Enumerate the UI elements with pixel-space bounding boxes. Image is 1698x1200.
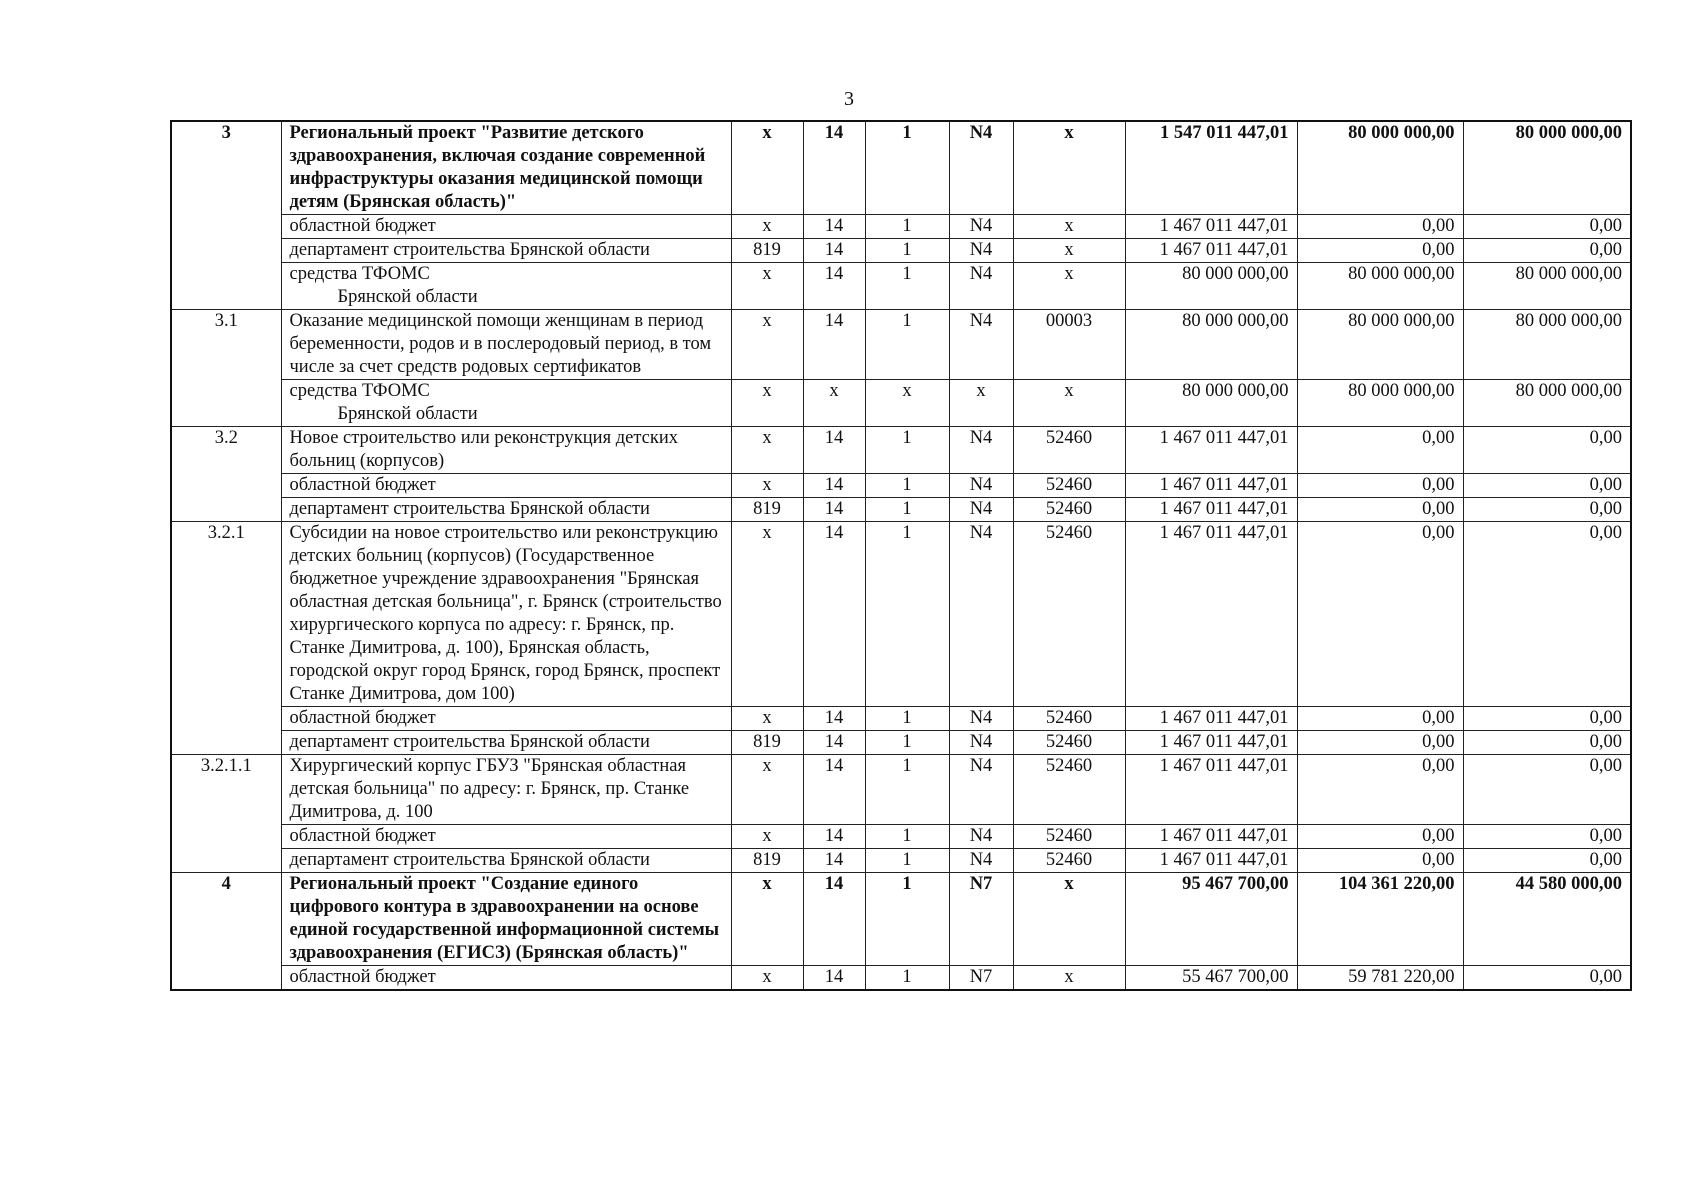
section-code-cell: 14: [803, 849, 865, 873]
expense-direction-cell: 52460: [1013, 498, 1125, 522]
amount-year3-cell: 80 000 000,00: [1463, 121, 1631, 215]
amount-year3-cell: 80 000 000,00: [1463, 380, 1631, 427]
row-name-text: областной бюджет: [289, 826, 436, 846]
amount-year1-cell: 1 467 011 447,01: [1125, 427, 1297, 474]
amount-year1-cell: 1 467 011 447,01: [1125, 707, 1297, 731]
expense-direction-cell: 52460: [1013, 755, 1125, 825]
amount-year2-cell: 0,00: [1297, 755, 1463, 825]
amount-year3-cell: 0,00: [1463, 755, 1631, 825]
table-body: [171, 121, 1631, 990]
target-article-cell: N7: [949, 873, 1013, 966]
row-name-cell: [281, 522, 731, 707]
row-name-text: средства ТФОМС: [289, 264, 430, 284]
amount-year3-cell: 0,00: [1463, 707, 1631, 731]
table-row: [171, 825, 1631, 849]
amount-year1-cell: 1 467 011 447,01: [1125, 849, 1297, 873]
amount-year3-cell: 0,00: [1463, 966, 1631, 991]
amount-year1-cell: 1 467 011 447,01: [1125, 522, 1297, 707]
amount-year1-cell: 1 467 011 447,01: [1125, 498, 1297, 522]
table-row: [171, 239, 1631, 263]
amount-year3-cell: 0,00: [1463, 474, 1631, 498]
row-name-text: Региональный проект "Создание единого цифрового контура в здравоохранении на основе единой государственной информационной системы здравоохранения (ЕГИСЗ) (Брянская область)": [289, 874, 720, 963]
subsection-code-cell: 1: [865, 427, 949, 474]
target-article-cell: N4: [949, 215, 1013, 239]
row-name-cell: [281, 310, 731, 380]
table-row: [171, 121, 1631, 215]
row-name-continuation: Брянской области: [337, 404, 478, 424]
ministry-code-cell: 819: [731, 731, 803, 755]
subsection-code-cell: 1: [865, 522, 949, 707]
target-article-cell: N4: [949, 825, 1013, 849]
section-code-cell: 14: [803, 474, 865, 498]
target-article-cell: N4: [949, 310, 1013, 380]
subsection-code-cell: 1: [865, 966, 949, 991]
target-article-cell: N4: [949, 263, 1013, 310]
amount-year1-cell: 1 467 011 447,01: [1125, 474, 1297, 498]
subsection-code-cell: 1: [865, 498, 949, 522]
row-name-cell: [281, 263, 731, 310]
table-row: [171, 263, 1631, 310]
subsection-code-cell: 1: [865, 755, 949, 825]
subsection-code-cell: 1: [865, 731, 949, 755]
amount-year2-cell: 0,00: [1297, 498, 1463, 522]
amount-year3-cell: 0,00: [1463, 498, 1631, 522]
expense-direction-cell: 52460: [1013, 427, 1125, 474]
ministry-code-cell: 819: [731, 498, 803, 522]
ministry-code-cell: х: [731, 427, 803, 474]
amount-year3-cell: 80 000 000,00: [1463, 263, 1631, 310]
row-name-text: областной бюджет: [289, 708, 436, 728]
row-name-text: департамент строительства Брянской области: [289, 732, 650, 752]
subsection-code-cell: 1: [865, 825, 949, 849]
amount-year2-cell: 0,00: [1297, 215, 1463, 239]
row-number-cell: 4: [171, 873, 281, 991]
amount-year2-cell: 80 000 000,00: [1297, 310, 1463, 380]
ministry-code-cell: х: [731, 707, 803, 731]
amount-year3-cell: 44 580 000,00: [1463, 873, 1631, 966]
target-article-cell: N4: [949, 498, 1013, 522]
amount-year2-cell: 80 000 000,00: [1297, 380, 1463, 427]
table-row: [171, 966, 1631, 991]
row-number-cell: 3.2.1: [171, 522, 281, 755]
target-article-cell: N4: [949, 731, 1013, 755]
subsection-code-cell: 1: [865, 239, 949, 263]
target-article-cell: N4: [949, 755, 1013, 825]
amount-year1-cell: 1 467 011 447,01: [1125, 215, 1297, 239]
table-row: [171, 707, 1631, 731]
row-name-text: Региональный проект "Развитие детского здравоохранения, включая создание современной инфраструктуры оказания медицинской помощи детям (Брянская область)": [289, 123, 706, 212]
row-name-cell: [281, 498, 731, 522]
ministry-code-cell: х: [731, 873, 803, 966]
row-number-cell: 3.2: [171, 427, 281, 522]
row-name-cell: [281, 121, 731, 215]
row-number-cell: 3: [171, 121, 281, 310]
section-code-cell: 14: [803, 310, 865, 380]
amount-year3-cell: 0,00: [1463, 825, 1631, 849]
section-code-cell: 14: [803, 522, 865, 707]
amount-year1-cell: 1 467 011 447,01: [1125, 755, 1297, 825]
section-code-cell: х: [803, 380, 865, 427]
expense-direction-cell: х: [1013, 873, 1125, 966]
target-article-cell: N4: [949, 849, 1013, 873]
row-name-text: областной бюджет: [289, 967, 436, 987]
amount-year2-cell: 0,00: [1297, 707, 1463, 731]
ministry-code-cell: х: [731, 825, 803, 849]
row-name-cell: [281, 755, 731, 825]
row-name-text: департамент строительства Брянской области: [289, 850, 650, 870]
target-article-cell: N4: [949, 239, 1013, 263]
row-name-cell: [281, 427, 731, 474]
target-article-cell: N4: [949, 522, 1013, 707]
subsection-code-cell: х: [865, 380, 949, 427]
section-code-cell: 14: [803, 707, 865, 731]
expense-direction-cell: х: [1013, 121, 1125, 215]
row-name-text: департамент строительства Брянской области: [289, 240, 650, 260]
amount-year3-cell: 0,00: [1463, 522, 1631, 707]
table-row: [171, 498, 1631, 522]
section-code-cell: 14: [803, 427, 865, 474]
amount-year1-cell: 55 467 700,00: [1125, 966, 1297, 991]
section-code-cell: 14: [803, 966, 865, 991]
row-name-cell: [281, 825, 731, 849]
target-article-cell: N4: [949, 121, 1013, 215]
amount-year1-cell: 80 000 000,00: [1125, 310, 1297, 380]
section-code-cell: 14: [803, 498, 865, 522]
amount-year3-cell: 0,00: [1463, 239, 1631, 263]
amount-year2-cell: 0,00: [1297, 522, 1463, 707]
expense-direction-cell: 52460: [1013, 522, 1125, 707]
table-row: [171, 731, 1631, 755]
row-name-cell: [281, 474, 731, 498]
page-number: 3: [844, 88, 854, 110]
row-name-text: областной бюджет: [289, 216, 436, 236]
section-code-cell: 14: [803, 755, 865, 825]
expense-direction-cell: х: [1013, 966, 1125, 991]
amount-year1-cell: 1 467 011 447,01: [1125, 825, 1297, 849]
ministry-code-cell: х: [731, 380, 803, 427]
expense-direction-cell: 52460: [1013, 474, 1125, 498]
target-article-cell: N4: [949, 427, 1013, 474]
section-code-cell: 14: [803, 239, 865, 263]
section-code-cell: 14: [803, 825, 865, 849]
amount-year3-cell: 0,00: [1463, 215, 1631, 239]
amount-year2-cell: 80 000 000,00: [1297, 263, 1463, 310]
expense-direction-cell: 00003: [1013, 310, 1125, 380]
row-name-cell: [281, 215, 731, 239]
ministry-code-cell: х: [731, 215, 803, 239]
row-name-text: Новое строительство или реконструкция детских больниц (корпусов): [289, 428, 678, 471]
row-name-cell: [281, 707, 731, 731]
expense-direction-cell: х: [1013, 239, 1125, 263]
row-name-cell: [281, 966, 731, 991]
ministry-code-cell: х: [731, 755, 803, 825]
row-name-cell: [281, 731, 731, 755]
ministry-code-cell: х: [731, 474, 803, 498]
amount-year2-cell: 0,00: [1297, 474, 1463, 498]
target-article-cell: N4: [949, 707, 1013, 731]
section-code-cell: 14: [803, 263, 865, 310]
section-code-cell: 14: [803, 121, 865, 215]
table-row: [171, 474, 1631, 498]
table-row: [171, 755, 1631, 825]
amount-year3-cell: 0,00: [1463, 731, 1631, 755]
ministry-code-cell: х: [731, 310, 803, 380]
table-row: [171, 215, 1631, 239]
subsection-code-cell: 1: [865, 707, 949, 731]
table-row: [171, 310, 1631, 380]
expense-direction-cell: 52460: [1013, 707, 1125, 731]
amount-year2-cell: 0,00: [1297, 825, 1463, 849]
amount-year1-cell: 80 000 000,00: [1125, 263, 1297, 310]
row-number-cell: 3.2.1.1: [171, 755, 281, 873]
row-name-continuation: Брянской области: [337, 287, 478, 307]
section-code-cell: 14: [803, 873, 865, 966]
ministry-code-cell: х: [731, 966, 803, 991]
row-name-text: Оказание медицинской помощи женщинам в период беременности, родов и в послеродовый период, в том числе за счет средств родовых сертификатов: [289, 311, 712, 377]
expense-direction-cell: х: [1013, 215, 1125, 239]
amount-year1-cell: 1 547 011 447,01: [1125, 121, 1297, 215]
target-article-cell: N7: [949, 966, 1013, 991]
table-row: [171, 427, 1631, 474]
subsection-code-cell: 1: [865, 215, 949, 239]
subsection-code-cell: 1: [865, 474, 949, 498]
row-name-text: областной бюджет: [289, 475, 436, 495]
row-name-text: департамент строительства Брянской области: [289, 499, 650, 519]
amount-year1-cell: 1 467 011 447,01: [1125, 731, 1297, 755]
expense-direction-cell: х: [1013, 380, 1125, 427]
section-code-cell: 14: [803, 731, 865, 755]
amount-year3-cell: 0,00: [1463, 849, 1631, 873]
subsection-code-cell: 1: [865, 873, 949, 966]
section-code-cell: 14: [803, 215, 865, 239]
subsection-code-cell: 1: [865, 849, 949, 873]
amount-year3-cell: 0,00: [1463, 427, 1631, 474]
row-name-text: Субсидии на новое строительство или реконструкцию детских больниц (корпусов) (Государственное бюджетное учреждение здравоохранения "Брянская областная детская больница", г. Брянск (строительство хирургического корпуса по адресу: г. Брянск, пр. Станке Димитрова, д. 100), Брянская область, городской округ город Брянск, город Брянск, проспект Станке Димитрова, дом 100): [289, 523, 722, 704]
amount-year2-cell: 0,00: [1297, 427, 1463, 474]
ministry-code-cell: х: [731, 121, 803, 215]
table-row: [171, 873, 1631, 966]
amount-year3-cell: 80 000 000,00: [1463, 310, 1631, 380]
ministry-code-cell: х: [731, 263, 803, 310]
amount-year2-cell: 59 781 220,00: [1297, 966, 1463, 991]
row-name-cell: [281, 849, 731, 873]
row-number-cell: 3.1: [171, 310, 281, 427]
subsection-code-cell: 1: [865, 121, 949, 215]
budget-table: [170, 120, 1632, 991]
amount-year2-cell: 0,00: [1297, 849, 1463, 873]
amount-year2-cell: 0,00: [1297, 731, 1463, 755]
row-name-text: средства ТФОМС: [289, 381, 430, 401]
row-name-text: Хирургический корпус ГБУЗ "Брянская областная детская больница" по адресу: г. Брянск, пр. Станке Димитрова, д. 100: [289, 756, 690, 822]
amount-year2-cell: 80 000 000,00: [1297, 121, 1463, 215]
expense-direction-cell: 52460: [1013, 825, 1125, 849]
amount-year1-cell: 95 467 700,00: [1125, 873, 1297, 966]
expense-direction-cell: 52460: [1013, 849, 1125, 873]
ministry-code-cell: 819: [731, 239, 803, 263]
ministry-code-cell: х: [731, 522, 803, 707]
subsection-code-cell: 1: [865, 263, 949, 310]
row-name-cell: [281, 873, 731, 966]
row-name-cell: [281, 380, 731, 427]
target-article-cell: N4: [949, 474, 1013, 498]
amount-year1-cell: 1 467 011 447,01: [1125, 239, 1297, 263]
amount-year2-cell: 0,00: [1297, 239, 1463, 263]
expense-direction-cell: х: [1013, 263, 1125, 310]
amount-year1-cell: 80 000 000,00: [1125, 380, 1297, 427]
table-row: [171, 522, 1631, 707]
expense-direction-cell: 52460: [1013, 731, 1125, 755]
subsection-code-cell: 1: [865, 310, 949, 380]
ministry-code-cell: 819: [731, 849, 803, 873]
table-row: [171, 380, 1631, 427]
target-article-cell: х: [949, 380, 1013, 427]
row-name-cell: [281, 239, 731, 263]
amount-year2-cell: 104 361 220,00: [1297, 873, 1463, 966]
table-row: [171, 849, 1631, 873]
